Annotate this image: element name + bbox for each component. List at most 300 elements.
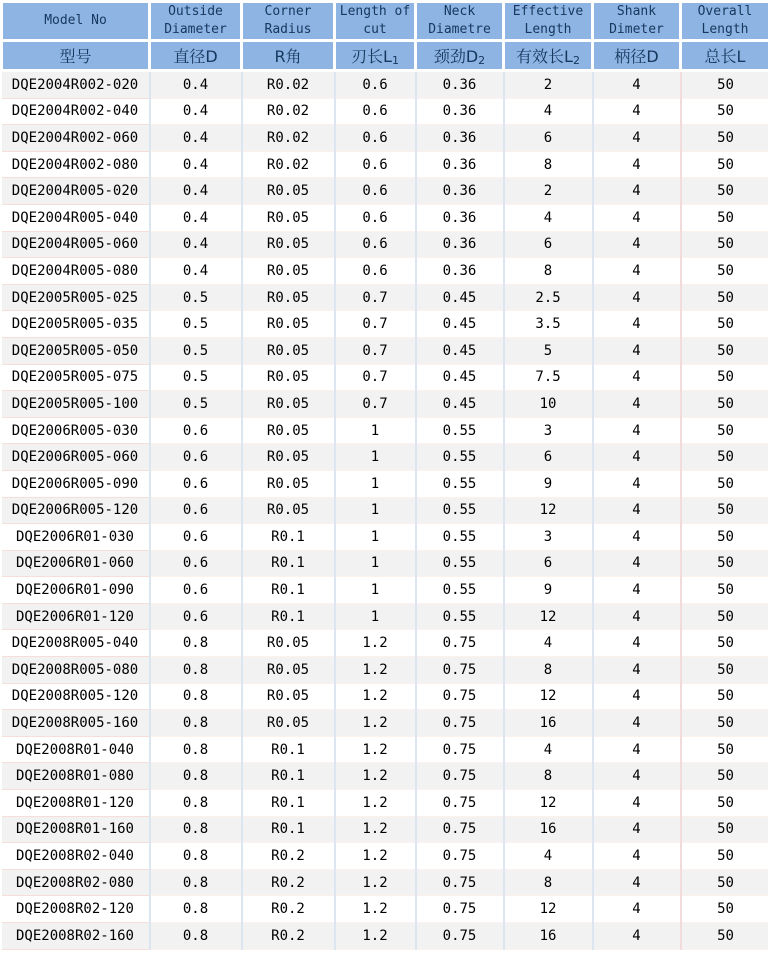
value-cell: 50 bbox=[681, 896, 768, 923]
value-cell: 6 bbox=[504, 231, 593, 258]
value-cell: 50 bbox=[681, 71, 768, 99]
value-cell: 0.8 bbox=[150, 657, 242, 684]
value-cell: 0.5 bbox=[150, 284, 242, 311]
value-cell: 12 bbox=[504, 896, 593, 923]
model-no-cell: DQE2008R005-080 bbox=[2, 657, 150, 684]
value-cell: R0.05 bbox=[242, 710, 335, 737]
column-header-zh-4 bbox=[416, 41, 504, 71]
table-row bbox=[2, 417, 768, 444]
value-cell: 50 bbox=[681, 98, 768, 125]
value-cell: 0.36 bbox=[416, 178, 504, 205]
header-row-zh bbox=[2, 41, 768, 71]
value-cell: 8 bbox=[504, 763, 593, 790]
value-cell: 0.6 bbox=[150, 444, 242, 471]
value-cell: 50 bbox=[681, 204, 768, 231]
value-cell: 0.8 bbox=[150, 710, 242, 737]
value-cell: 8 bbox=[504, 657, 593, 684]
value-cell: 0.75 bbox=[416, 736, 504, 763]
value-cell: 0.6 bbox=[335, 204, 416, 231]
value-cell: 50 bbox=[681, 497, 768, 524]
header-row-en bbox=[2, 2, 768, 41]
model-no-cell: DQE2005R005-050 bbox=[2, 337, 150, 364]
value-cell: 4 bbox=[593, 630, 681, 657]
value-cell: 6 bbox=[504, 550, 593, 577]
value-cell: R0.02 bbox=[242, 125, 335, 152]
column-header-en-7: Overall Length bbox=[681, 2, 768, 41]
value-cell: 1.2 bbox=[335, 736, 416, 763]
value-cell: 0.36 bbox=[416, 98, 504, 125]
value-cell: 50 bbox=[681, 470, 768, 497]
column-header-en-1: Outside Diameter bbox=[150, 2, 242, 41]
value-cell: 4 bbox=[593, 524, 681, 551]
value-cell: 4 bbox=[593, 790, 681, 817]
value-cell: 4 bbox=[593, 603, 681, 630]
value-cell: 0.55 bbox=[416, 444, 504, 471]
table-row bbox=[2, 258, 768, 285]
value-cell: 8 bbox=[504, 258, 593, 285]
value-cell: 50 bbox=[681, 710, 768, 737]
value-cell: 16 bbox=[504, 816, 593, 843]
table-row bbox=[2, 896, 768, 923]
model-no-cell: DQE2005R005-100 bbox=[2, 391, 150, 418]
value-cell: R0.1 bbox=[242, 790, 335, 817]
model-no-cell: DQE2008R01-040 bbox=[2, 736, 150, 763]
value-cell: 0.4 bbox=[150, 231, 242, 258]
value-cell: 0.4 bbox=[150, 71, 242, 99]
value-cell: 0.45 bbox=[416, 311, 504, 338]
value-cell: 0.8 bbox=[150, 683, 242, 710]
model-no-cell: DQE2005R005-035 bbox=[2, 311, 150, 338]
value-cell: R0.05 bbox=[242, 497, 335, 524]
column-header-en-0: Model No bbox=[2, 2, 150, 41]
value-cell: 4 bbox=[593, 869, 681, 896]
column-header-en-2: Corner Radius bbox=[242, 2, 335, 41]
value-cell: 0.5 bbox=[150, 337, 242, 364]
model-no-cell: DQE2006R005-060 bbox=[2, 444, 150, 471]
value-cell: 0.45 bbox=[416, 284, 504, 311]
value-cell: 0.75 bbox=[416, 923, 504, 950]
value-cell: 4 bbox=[593, 178, 681, 205]
value-cell: 4 bbox=[504, 736, 593, 763]
column-header-zh-label: 柄径D bbox=[614, 47, 659, 66]
table-row bbox=[2, 337, 768, 364]
value-cell: 8 bbox=[504, 151, 593, 178]
value-cell: 0.6 bbox=[150, 603, 242, 630]
value-cell: 1 bbox=[335, 497, 416, 524]
model-no-cell: DQE2008R02-040 bbox=[2, 843, 150, 870]
value-cell: R0.05 bbox=[242, 178, 335, 205]
value-cell: 0.6 bbox=[335, 178, 416, 205]
value-cell: 50 bbox=[681, 630, 768, 657]
model-no-cell: DQE2004R005-060 bbox=[2, 231, 150, 258]
value-cell: 5 bbox=[504, 337, 593, 364]
value-cell: 0.75 bbox=[416, 869, 504, 896]
table-row bbox=[2, 763, 768, 790]
value-cell: R0.1 bbox=[242, 577, 335, 604]
table-row bbox=[2, 231, 768, 258]
value-cell: 1 bbox=[335, 470, 416, 497]
table-row bbox=[2, 151, 768, 178]
column-header-zh-5 bbox=[504, 41, 593, 71]
value-cell: 4 bbox=[593, 364, 681, 391]
value-cell: 0.6 bbox=[335, 258, 416, 285]
model-no-cell: DQE2005R005-075 bbox=[2, 364, 150, 391]
value-cell: 0.5 bbox=[150, 391, 242, 418]
value-cell: 0.55 bbox=[416, 577, 504, 604]
value-cell: 50 bbox=[681, 816, 768, 843]
model-no-cell: DQE2006R01-030 bbox=[2, 524, 150, 551]
value-cell: 0.36 bbox=[416, 151, 504, 178]
value-cell: 50 bbox=[681, 178, 768, 205]
value-cell: 4 bbox=[593, 736, 681, 763]
value-cell: R0.1 bbox=[242, 736, 335, 763]
model-no-cell: DQE2004R002-080 bbox=[2, 151, 150, 178]
value-cell: 1 bbox=[335, 417, 416, 444]
value-cell: 4 bbox=[593, 843, 681, 870]
value-cell: R0.02 bbox=[242, 71, 335, 99]
value-cell: 8 bbox=[504, 869, 593, 896]
value-cell: 0.55 bbox=[416, 417, 504, 444]
value-cell: 50 bbox=[681, 364, 768, 391]
value-cell: 4 bbox=[593, 763, 681, 790]
value-cell: R0.05 bbox=[242, 657, 335, 684]
value-cell: 4 bbox=[593, 444, 681, 471]
model-no-cell: DQE2005R005-025 bbox=[2, 284, 150, 311]
value-cell: R0.2 bbox=[242, 869, 335, 896]
value-cell: R0.2 bbox=[242, 923, 335, 950]
value-cell: R0.02 bbox=[242, 98, 335, 125]
value-cell: 1.2 bbox=[335, 896, 416, 923]
value-cell: 0.6 bbox=[335, 98, 416, 125]
value-cell: 4 bbox=[593, 337, 681, 364]
value-cell: 4 bbox=[593, 125, 681, 152]
table-row bbox=[2, 790, 768, 817]
table-row bbox=[2, 816, 768, 843]
table-row bbox=[2, 577, 768, 604]
value-cell: 0.75 bbox=[416, 896, 504, 923]
column-header-zh-label: 直径D bbox=[173, 47, 218, 66]
value-cell: 0.75 bbox=[416, 657, 504, 684]
value-cell: 0.6 bbox=[150, 497, 242, 524]
table-row bbox=[2, 364, 768, 391]
column-header-en-4: Neck Diametre bbox=[416, 2, 504, 41]
value-cell: 50 bbox=[681, 444, 768, 471]
value-cell: 50 bbox=[681, 311, 768, 338]
model-no-cell: DQE2008R01-160 bbox=[2, 816, 150, 843]
model-no-cell: DQE2006R01-060 bbox=[2, 550, 150, 577]
value-cell: 0.8 bbox=[150, 843, 242, 870]
table-row bbox=[2, 923, 768, 950]
model-no-cell: DQE2008R005-120 bbox=[2, 683, 150, 710]
model-no-cell: DQE2004R002-040 bbox=[2, 98, 150, 125]
table-row bbox=[2, 497, 768, 524]
value-cell: R0.05 bbox=[242, 364, 335, 391]
value-cell: 1 bbox=[335, 603, 416, 630]
table-row bbox=[2, 736, 768, 763]
value-cell: 0.4 bbox=[150, 98, 242, 125]
value-cell: 0.6 bbox=[150, 417, 242, 444]
value-cell: 1 bbox=[335, 524, 416, 551]
value-cell: R0.05 bbox=[242, 337, 335, 364]
value-cell: R0.05 bbox=[242, 311, 335, 338]
table-row bbox=[2, 98, 768, 125]
value-cell: 4 bbox=[593, 683, 681, 710]
value-cell: 3.5 bbox=[504, 311, 593, 338]
model-no-cell: DQE2004R005-080 bbox=[2, 258, 150, 285]
table-row bbox=[2, 603, 768, 630]
value-cell: 9 bbox=[504, 577, 593, 604]
table-row bbox=[2, 444, 768, 471]
value-cell: 0.4 bbox=[150, 151, 242, 178]
value-cell: 0.55 bbox=[416, 524, 504, 551]
value-cell: R0.05 bbox=[242, 417, 335, 444]
table-row bbox=[2, 204, 768, 231]
column-header-zh-6 bbox=[593, 41, 681, 71]
model-no-cell: DQE2008R01-120 bbox=[2, 790, 150, 817]
value-cell: 4 bbox=[593, 391, 681, 418]
value-cell: R0.1 bbox=[242, 763, 335, 790]
value-cell: 0.55 bbox=[416, 550, 504, 577]
value-cell: R0.05 bbox=[242, 284, 335, 311]
model-no-cell: DQE2008R01-080 bbox=[2, 763, 150, 790]
column-header-subscript: 2 bbox=[572, 54, 580, 67]
value-cell: 0.55 bbox=[416, 470, 504, 497]
value-cell: 0.75 bbox=[416, 683, 504, 710]
value-cell: 1.2 bbox=[335, 816, 416, 843]
value-cell: 50 bbox=[681, 391, 768, 418]
table-row bbox=[2, 843, 768, 870]
table-row bbox=[2, 869, 768, 896]
value-cell: 0.6 bbox=[150, 470, 242, 497]
value-cell: R0.1 bbox=[242, 603, 335, 630]
value-cell: 50 bbox=[681, 763, 768, 790]
value-cell: 50 bbox=[681, 231, 768, 258]
value-cell: 50 bbox=[681, 683, 768, 710]
column-header-zh-7 bbox=[681, 41, 768, 71]
value-cell: 50 bbox=[681, 284, 768, 311]
value-cell: 1.2 bbox=[335, 630, 416, 657]
value-cell: 4 bbox=[593, 470, 681, 497]
column-header-zh-3 bbox=[335, 41, 416, 71]
value-cell: 0.36 bbox=[416, 231, 504, 258]
value-cell: 4 bbox=[593, 923, 681, 950]
value-cell: R0.05 bbox=[242, 391, 335, 418]
value-cell: 1.2 bbox=[335, 763, 416, 790]
value-cell: 50 bbox=[681, 550, 768, 577]
value-cell: 4 bbox=[593, 710, 681, 737]
value-cell: 50 bbox=[681, 790, 768, 817]
value-cell: 4 bbox=[504, 843, 593, 870]
value-cell: 0.6 bbox=[335, 231, 416, 258]
value-cell: R0.2 bbox=[242, 896, 335, 923]
value-cell: 0.8 bbox=[150, 763, 242, 790]
column-header-zh-label: R角 bbox=[274, 47, 302, 66]
value-cell: 2 bbox=[504, 71, 593, 99]
column-header-zh-label: 有效长L bbox=[516, 47, 573, 66]
value-cell: 0.7 bbox=[335, 391, 416, 418]
value-cell: 2 bbox=[504, 178, 593, 205]
value-cell: 4 bbox=[593, 311, 681, 338]
value-cell: 4 bbox=[593, 231, 681, 258]
value-cell: 4 bbox=[504, 204, 593, 231]
value-cell: 0.6 bbox=[150, 577, 242, 604]
value-cell: 4 bbox=[593, 417, 681, 444]
value-cell: 0.6 bbox=[150, 524, 242, 551]
value-cell: 12 bbox=[504, 790, 593, 817]
value-cell: 0.55 bbox=[416, 497, 504, 524]
value-cell: 1.2 bbox=[335, 923, 416, 950]
value-cell: 0.7 bbox=[335, 284, 416, 311]
value-cell: 4 bbox=[504, 98, 593, 125]
column-header-en-5: Effective Length bbox=[504, 2, 593, 41]
value-cell: 50 bbox=[681, 736, 768, 763]
value-cell: 4 bbox=[593, 896, 681, 923]
value-cell: 0.75 bbox=[416, 630, 504, 657]
model-no-cell: DQE2008R005-040 bbox=[2, 630, 150, 657]
table-row bbox=[2, 524, 768, 551]
value-cell: 16 bbox=[504, 923, 593, 950]
value-cell: 0.4 bbox=[150, 178, 242, 205]
value-cell: 50 bbox=[681, 151, 768, 178]
value-cell: 4 bbox=[504, 630, 593, 657]
value-cell: 2.5 bbox=[504, 284, 593, 311]
table-row bbox=[2, 71, 768, 99]
value-cell: 1 bbox=[335, 577, 416, 604]
value-cell: R0.05 bbox=[242, 683, 335, 710]
value-cell: 0.75 bbox=[416, 843, 504, 870]
value-cell: 4 bbox=[593, 98, 681, 125]
value-cell: 0.6 bbox=[335, 71, 416, 99]
value-cell: 0.75 bbox=[416, 710, 504, 737]
value-cell: 4 bbox=[593, 497, 681, 524]
value-cell: 0.8 bbox=[150, 816, 242, 843]
column-header-zh-1 bbox=[150, 41, 242, 71]
table-row bbox=[2, 125, 768, 152]
value-cell: 0.8 bbox=[150, 923, 242, 950]
value-cell: R0.05 bbox=[242, 630, 335, 657]
value-cell: R0.05 bbox=[242, 258, 335, 285]
value-cell: 6 bbox=[504, 125, 593, 152]
table-row bbox=[2, 630, 768, 657]
value-cell: 1.2 bbox=[335, 869, 416, 896]
value-cell: 0.7 bbox=[335, 337, 416, 364]
value-cell: R0.05 bbox=[242, 444, 335, 471]
table-row bbox=[2, 311, 768, 338]
value-cell: R0.02 bbox=[242, 151, 335, 178]
value-cell: 0.8 bbox=[150, 896, 242, 923]
column-header-en-6: Shank Dimeter bbox=[593, 2, 681, 41]
model-no-cell: DQE2008R02-080 bbox=[2, 869, 150, 896]
value-cell: 1.2 bbox=[335, 657, 416, 684]
value-cell: 4 bbox=[593, 151, 681, 178]
value-cell: 16 bbox=[504, 710, 593, 737]
column-header-zh-label: 颈劲D bbox=[433, 47, 479, 66]
model-no-cell: DQE2006R01-120 bbox=[2, 603, 150, 630]
value-cell: 50 bbox=[681, 657, 768, 684]
model-no-cell: DQE2004R002-020 bbox=[2, 71, 150, 99]
column-header-en-3: Length of cut bbox=[335, 2, 416, 41]
value-cell: 10 bbox=[504, 391, 593, 418]
table-row bbox=[2, 683, 768, 710]
value-cell: 1.2 bbox=[335, 710, 416, 737]
value-cell: 6 bbox=[504, 444, 593, 471]
value-cell: 0.4 bbox=[150, 204, 242, 231]
value-cell: R0.1 bbox=[242, 524, 335, 551]
value-cell: 0.45 bbox=[416, 364, 504, 391]
value-cell: 0.6 bbox=[335, 125, 416, 152]
value-cell: 50 bbox=[681, 843, 768, 870]
value-cell: 50 bbox=[681, 417, 768, 444]
value-cell: 12 bbox=[504, 603, 593, 630]
value-cell: 0.75 bbox=[416, 790, 504, 817]
value-cell: 4 bbox=[593, 657, 681, 684]
value-cell: R0.05 bbox=[242, 231, 335, 258]
value-cell: 0.7 bbox=[335, 364, 416, 391]
value-cell: R0.05 bbox=[242, 470, 335, 497]
value-cell: 50 bbox=[681, 923, 768, 950]
value-cell: 50 bbox=[681, 869, 768, 896]
value-cell: 50 bbox=[681, 524, 768, 551]
value-cell: 0.5 bbox=[150, 311, 242, 338]
value-cell: 0.7 bbox=[335, 311, 416, 338]
table-row bbox=[2, 178, 768, 205]
value-cell: 0.36 bbox=[416, 71, 504, 99]
model-no-cell: DQE2008R02-120 bbox=[2, 896, 150, 923]
column-header-zh-2 bbox=[242, 41, 335, 71]
value-cell: 0.75 bbox=[416, 763, 504, 790]
value-cell: 4 bbox=[593, 258, 681, 285]
value-cell: 0.8 bbox=[150, 630, 242, 657]
value-cell: 0.45 bbox=[416, 337, 504, 364]
value-cell: 0.6 bbox=[150, 550, 242, 577]
value-cell: R0.1 bbox=[242, 816, 335, 843]
value-cell: 3 bbox=[504, 417, 593, 444]
value-cell: 9 bbox=[504, 470, 593, 497]
value-cell: 0.45 bbox=[416, 391, 504, 418]
value-cell: 4 bbox=[593, 284, 681, 311]
value-cell: 4 bbox=[593, 550, 681, 577]
value-cell: 4 bbox=[593, 816, 681, 843]
value-cell: 0.5 bbox=[150, 364, 242, 391]
value-cell: 50 bbox=[681, 603, 768, 630]
value-cell: 1 bbox=[335, 444, 416, 471]
model-no-cell: DQE2006R005-120 bbox=[2, 497, 150, 524]
value-cell: 4 bbox=[593, 204, 681, 231]
model-no-cell: DQE2008R005-160 bbox=[2, 710, 150, 737]
value-cell: 50 bbox=[681, 577, 768, 604]
column-header-subscript: 2 bbox=[478, 54, 486, 67]
table-row bbox=[2, 657, 768, 684]
value-cell: 1.2 bbox=[335, 790, 416, 817]
model-no-cell: DQE2006R01-090 bbox=[2, 577, 150, 604]
column-header-zh-label: 总长L bbox=[704, 47, 746, 66]
value-cell: 50 bbox=[681, 258, 768, 285]
value-cell: 4 bbox=[593, 71, 681, 99]
value-cell: 4 bbox=[593, 577, 681, 604]
table-row bbox=[2, 391, 768, 418]
table-body bbox=[2, 71, 768, 950]
column-header-zh-0 bbox=[2, 41, 150, 71]
value-cell: 0.6 bbox=[335, 151, 416, 178]
value-cell: 12 bbox=[504, 683, 593, 710]
model-no-cell: DQE2008R02-160 bbox=[2, 923, 150, 950]
value-cell: 50 bbox=[681, 125, 768, 152]
value-cell: 7.5 bbox=[504, 364, 593, 391]
value-cell: 3 bbox=[504, 524, 593, 551]
value-cell: 1 bbox=[335, 550, 416, 577]
value-cell: 0.36 bbox=[416, 204, 504, 231]
value-cell: 12 bbox=[504, 497, 593, 524]
